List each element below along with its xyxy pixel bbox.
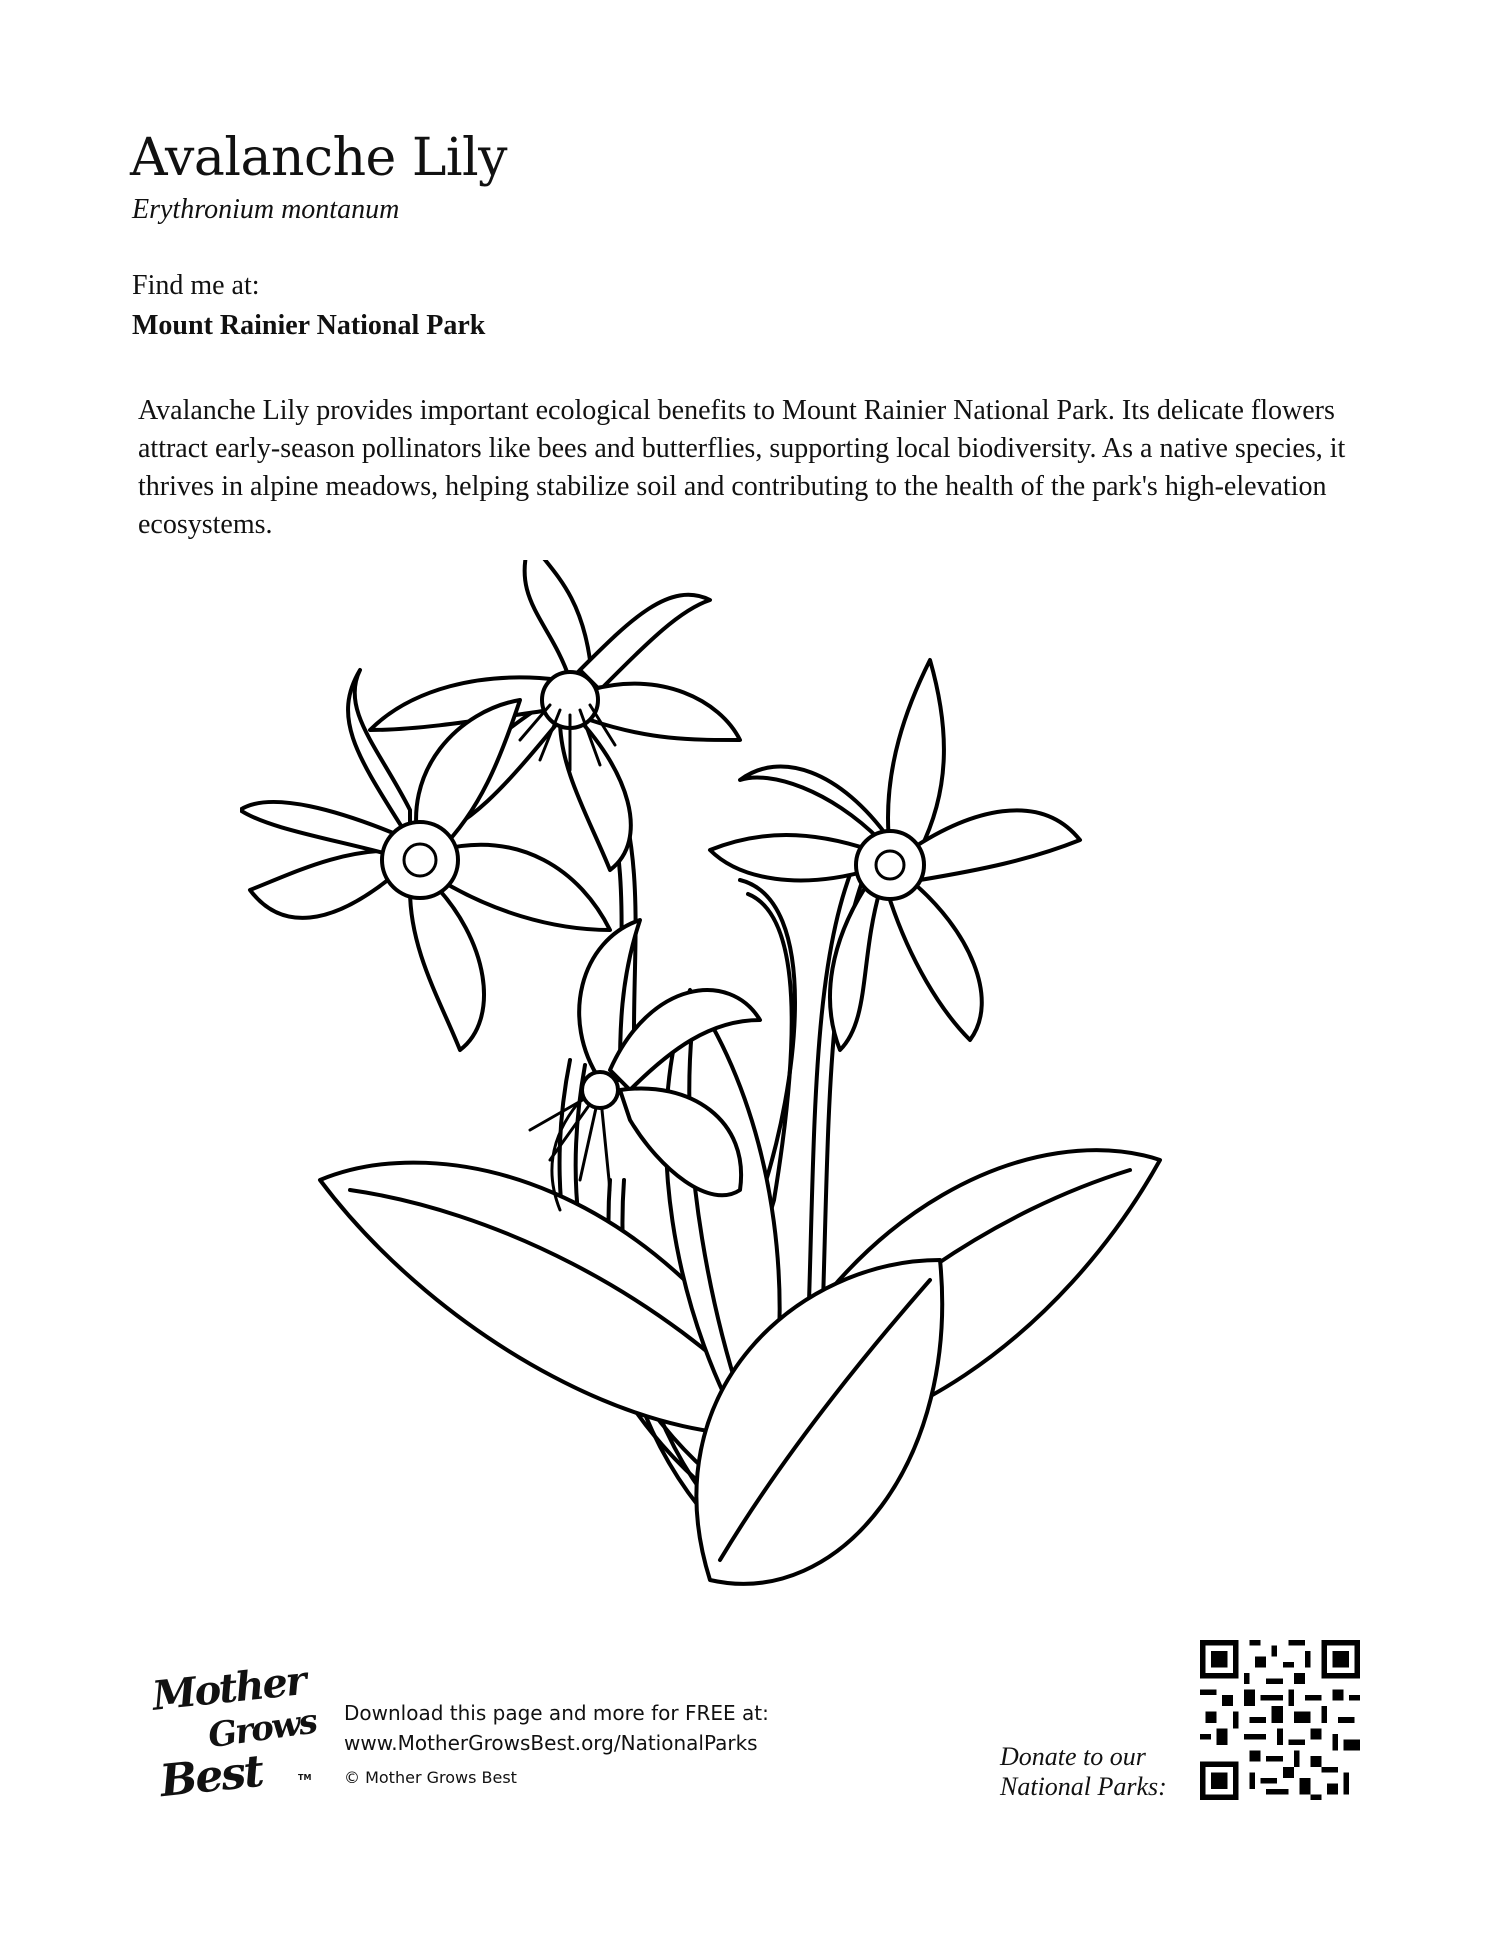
download-info [344, 1698, 769, 1758]
description-paragraph: Avalanche Lily provides important ecological benefits to Mount Rainier National Park. Its delicate flowers attract early-season pollinators like bees and butterflies, supporting local biodiversity. As a native species, it thrives in alpine meadows, helping stabilize soil and contributing to the health of the park's high-elevation ecosystems. [138, 395, 1346, 540]
park-name: Mount Rainier National Park [132, 310, 486, 341]
donate-line-1: Donate to our [1000, 1742, 1146, 1771]
find-me-label: Find me at: [132, 270, 260, 301]
donate-line-2: National Parks: [1000, 1772, 1167, 1801]
qr-code-icon[interactable] [1200, 1640, 1360, 1800]
scientific-name: Erythronium montanum [132, 194, 400, 225]
logo-line-3: Best [157, 1745, 265, 1808]
copyright: © Mother Grows Best [344, 1768, 517, 1787]
avalanche-lily-illustration [240, 560, 1260, 1640]
download-line: Download this page and more for FREE at: [344, 1701, 769, 1725]
mother-grows-best-logo [149, 1657, 319, 1815]
logo-line-2: Grows [205, 1701, 319, 1757]
logo-trademark: TM [298, 1773, 312, 1782]
page-title: Avalanche Lily [130, 128, 508, 188]
donate-label [1000, 1742, 1176, 1802]
download-url[interactable]: www.MotherGrowsBest.org/NationalParks [344, 1731, 758, 1755]
logo-line-1: Mother [149, 1657, 308, 1720]
flower-right [710, 660, 1080, 1050]
